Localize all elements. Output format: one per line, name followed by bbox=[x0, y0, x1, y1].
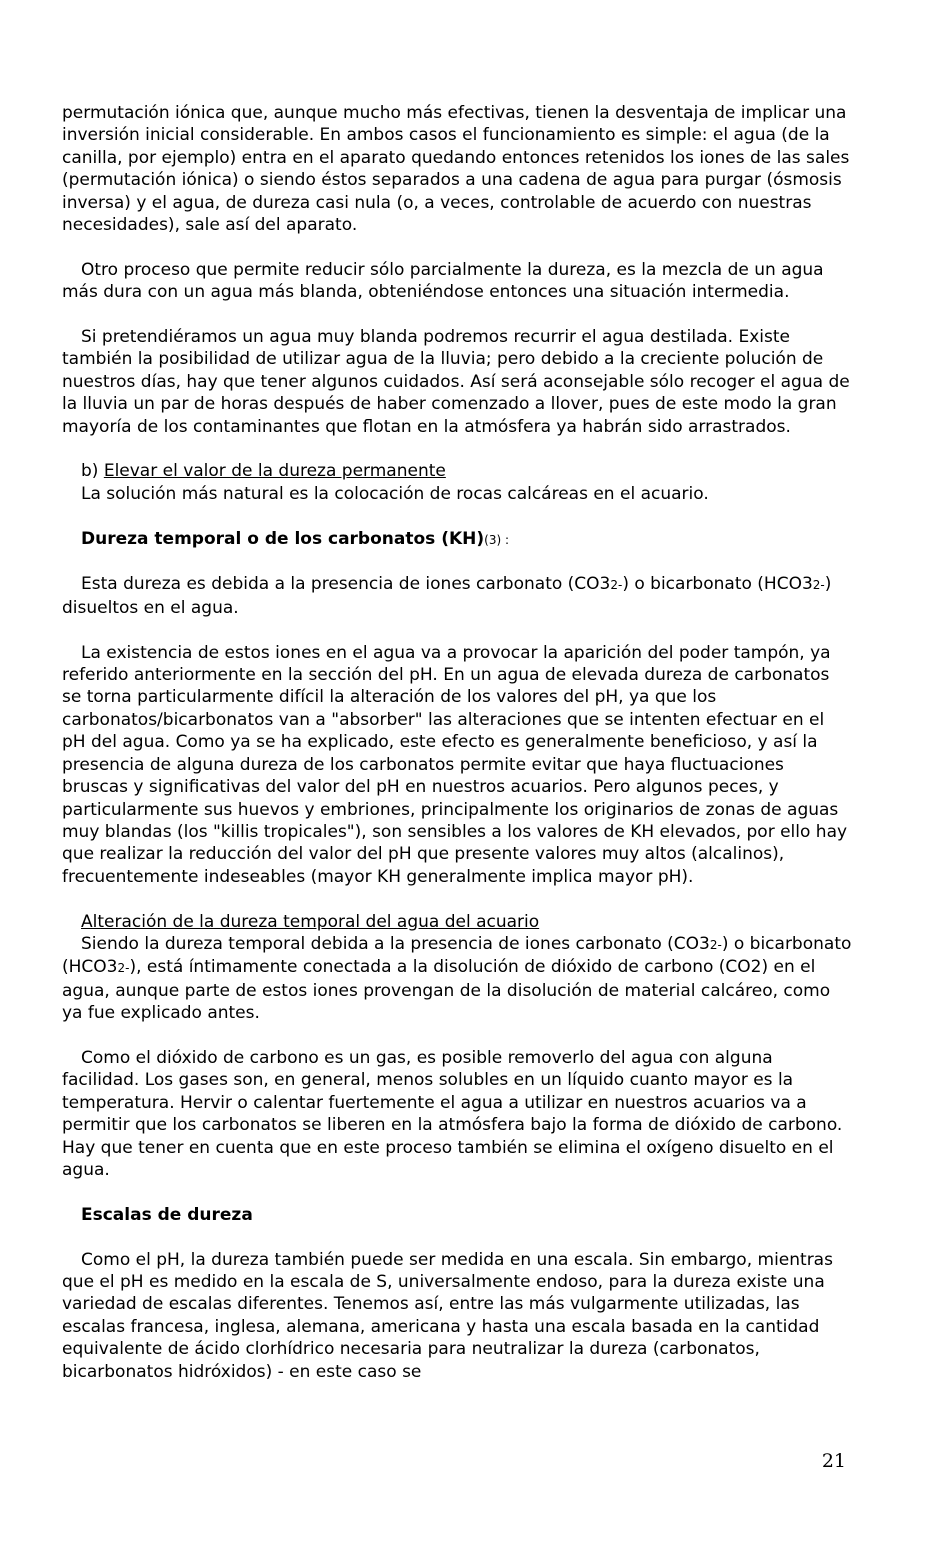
heading-kh-colon: : bbox=[501, 532, 509, 547]
subsection-heading-raise-hardness bbox=[62, 460, 852, 482]
text-run: Siendo la dureza temporal debida a la presencia de iones carbonato (CO3 bbox=[81, 933, 710, 954]
subsection-title-raise-hardness: Elevar el valor de la dureza permanente bbox=[103, 461, 446, 482]
paragraph-scales: Como el pH, la dureza también puede ser medida en una escala. Sin embargo, mientras que el pH es medido en la escala de S, universalmente endoso, para la dureza existe una variedad de escalas diferentes. Tenemos así, entre las más vulgarmente utilizadas, las escalas francesa, inglesa, alemana, americana y hasta una escala basada en la cantidad equivalente de ácido clorhídrico necesaria para neutralizar la dureza (carbonatos, bicarbonatos hidróxidos) - en este caso se bbox=[62, 1249, 833, 1382]
paragraph-boiling: Como el dióxido de carbono es un gas, es posible removerlo del agua con alguna facilidad. Los gases son, en general, menos solubles en un líquido cuanto mayor es la temperatura. Hervir o calentar fuertemente el agua a utilizar en nuestros acuarios va a permitir que los carbonatos se liberen en la atmósfera bajo la forma de dióxido de carbono. Hay que tener en cuenta que en este proceso también se elimina el oxígeno disuelto en el agua. bbox=[62, 1047, 843, 1180]
section-heading-scales: Escalas de dureza bbox=[81, 1204, 253, 1225]
paragraph-buffer: La existencia de estos iones en el agua va a provocar la aparición del poder tampón, ya referido anteriormente en la sección del pH. En un agua de elevada dureza de carbonatos se torna particularmente difícil la alteración de los valores del pH, ya que los carbonatos/bicarbonatos van a "absorber" las alteraciones que se intenten efectuar en el pH del agua. Como ya se ha explicado, este efecto es generalmente beneficioso, y así la presencia de alguna dureza de los carbonatos permite evitar que haya fluctuaciones bruscas y significativas del valor del pH en nuestros acuarios. Pero algunos peces, y particularmente sus huevos y embriones, principalmente los originarios de zonas de aguas muy blandas (los "killis tropicales"), son sensibles a los valores de KH elevados, por ello hay que realizar la reducción del valor del pH que presente valores muy altos (alcalinos), frecuentemente indeseables (mayor KH generalmente implica mayor pH). bbox=[62, 642, 848, 887]
text-run: Esta dureza es debida a la presencia de iones carbonato (CO3 bbox=[81, 574, 611, 595]
text-run: ) disueltos en el agua. bbox=[62, 574, 832, 618]
paragraph-mixing: Otro proceso que permite reducir sólo parcialmente la dureza, es la mezcla de un agua más dura con un agua más blanda, obteniéndose entonces una situación intermedia. bbox=[62, 259, 824, 303]
subsection-heading-alteration bbox=[62, 911, 852, 933]
footnote-ref: (3) bbox=[484, 532, 502, 547]
heading-kh-text: Dureza temporal o de los carbonatos (KH) bbox=[81, 528, 485, 549]
subsection-title-alteration: Alteración de la dureza temporal del agua del acuario bbox=[81, 911, 540, 932]
paragraph-co2 bbox=[62, 933, 852, 1025]
section-heading-kh bbox=[62, 528, 852, 551]
paragraph-kh-definition bbox=[62, 573, 852, 619]
charge-subscript: 2- bbox=[812, 578, 825, 593]
page-body bbox=[62, 102, 852, 1383]
paragraph-soft-water: Si pretendiéramos un agua muy blanda podremos recurrir el agua destilada. Existe también la posibilidad de utilizar agua de la lluvia; pero debido a la creciente polución de nuestros días, hay que tener algunos cuidados. Así será aconsejable sólo recoger el agua de la lluvia un par de horas después de haber comenzado a llover, pues de este modo la gran mayoría de los contaminantes que flotan en la atmósfera ya habrán sido arrastrados. bbox=[62, 327, 850, 437]
paragraph-calcareous-rocks: La solución más natural es la colocación de rocas calcáreas en el acuario. bbox=[81, 483, 709, 504]
charge-subscript: 2- bbox=[709, 937, 722, 952]
text-run: ), está íntimamente conectada a la disolución de dióxido de carbono (CO2) en el agua, aunque parte de estos iones provengan de la disolución de material calcáreo, como ya fue explicado antes. bbox=[62, 957, 831, 1024]
charge-subscript: 2- bbox=[610, 578, 623, 593]
charge-subscript: 2- bbox=[117, 961, 130, 976]
paragraph-ion-exchange: permutación iónica que, aunque mucho más efectivas, tienen la desventaja de implicar una inversión inicial considerable. En ambos casos el funcionamiento es simple: el agua (de la canilla, por ejemplo) entra en el aparato quedando entonces retenidos los iones de las sales (permutación iónica) o siendo éstos separados a una cadena de agua para purgar (ósmosis inversa) y el agua, de dureza casi nula (o, a veces, controlable de acuerdo con nuestras necesidades), sale así del aparato. bbox=[62, 103, 850, 236]
subsection-prefix: b) bbox=[81, 461, 104, 482]
page-number: 21 bbox=[821, 1450, 846, 1472]
text-run: ) o bicarbonato (HCO3 bbox=[62, 933, 852, 978]
text-run: ) o bicarbonato (HCO3 bbox=[622, 574, 813, 595]
